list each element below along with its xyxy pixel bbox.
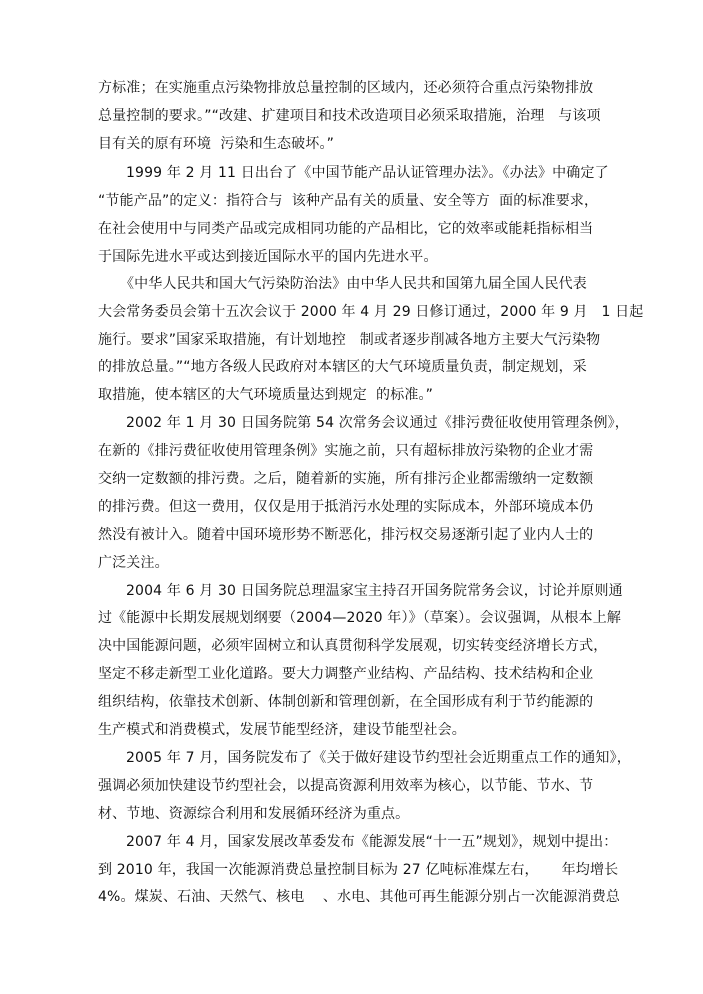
paragraph-first-line: 2002 年 1 月 30 日国务院第 54 次常务会议通过《排污费征收使用管理条例》，: [126, 415, 629, 431]
text-line: 到 2010 年，我国一次能源消费总量控制目标为 27 亿吨标准煤左右， 年均增长: [98, 862, 619, 878]
text-line: 然没有被计入。随着中国环境形势不断恶化，排污权交易逐渐引起了业内人士的: [98, 527, 594, 543]
paragraph-first-line: 2005 年 7 月，国务院发布了《关于做好建设节约型社会近期重点工作的通知》，: [126, 750, 631, 766]
text-line: 的排污费。但这一费用，仅仅是用于抵消污水处理的实际成本，外部环境成本仍: [98, 499, 594, 515]
paragraph-first-line: 《中华人民共和国大气污染防治法》由中华人民共和国第九届全国人民代表: [120, 276, 587, 292]
text-line: 方标准；在实施重点污染物排放总量控制的区域内，还必须符合重点污染物排放: [98, 80, 594, 96]
text-line: 的排放总量。”“地方各级人民政府对本辖区的大气环境质量负责，制定规划，采: [98, 359, 587, 375]
text-line: 广泛关注。: [98, 555, 169, 571]
text-line: 取措施，使本辖区的大气环境质量达到规定 的标准。”: [98, 387, 434, 403]
text-line: 总量控制的要求。”“改建、扩建项目和技术改造项目必须采取措施，治理 与该项: [98, 108, 601, 124]
text-line: 坚定不移走新型工业化道路。要大力调整产业结构、产品结构、技术结构和企业: [98, 666, 594, 682]
text-line: 目有关的原有环境 污染和生态破坏。”: [98, 136, 335, 152]
text-line: “节能产品”的定义：指符合与 该种产品有关的质量、安全等方 面的标准要求，: [98, 193, 599, 209]
text-line: 强调必须加快建设节约型社会，以提高资源利用效率为核心，以节能、节水、节: [98, 778, 594, 794]
text-line: 交纳一定数额的排污费。之后，随着新的实施，所有排污企业都需缴纳一定数额: [98, 471, 594, 487]
text-line: 过《能源中长期发展规划纲要（2004—2020 年）》（草案）。会议强调，从根本上解: [98, 610, 622, 626]
text-line: 于国际先进水平或达到接近国际水平的国内先进水平。: [98, 249, 438, 265]
text-line: 生产模式和消费模式，发展节能型经济，建设节能型社会。: [98, 722, 466, 738]
text-line: 决中国能源问题，必须牢固树立和认真贯彻科学发展观，切实转变经济增长方式，: [98, 638, 608, 654]
paragraph-first-line: 2007 年 4 月，国家发展改革委发布《能源发展“十一五”规划》，规划中提出：: [126, 834, 618, 850]
text-line: 在新的《排污费征收使用管理条例》实施之前，只有超标排放污染物的企业才需: [98, 443, 594, 459]
text-line: 材、节地、资源综合利用和发展循环经济为重点。: [98, 806, 410, 822]
text-line: 大会常务委员会第十五次会议于 2000 年 4 月 29 日修订通过，2000 年 9 月 1 日起: [98, 304, 644, 320]
text-line: 组织结构，依靠技术创新、体制创新和管理创新，在全国形成有利于节约能源的: [98, 694, 594, 710]
text-line: 4%。煤炭、石油、天然气、核电 、水电、其他可再生能源分别占一次能源消费总: [98, 889, 621, 905]
paragraph-first-line: 1999 年 2 月 11 日出台了《中国节能产品认证管理办法》。《办法》中确定了: [126, 165, 609, 181]
text-line: 在社会使用中与同类产品或完成相同功能的产品相比，它的效率或能耗指标相当: [98, 221, 594, 237]
paragraph-first-line: 2004 年 6 月 30 日国务院总理温家宝主持召开国务院常务会议，讨论并原则通: [126, 583, 623, 599]
text-line: 施行。要求”国家采取措施，有计划地控 制或者逐步削减各地方主要大气污染物: [98, 332, 601, 348]
